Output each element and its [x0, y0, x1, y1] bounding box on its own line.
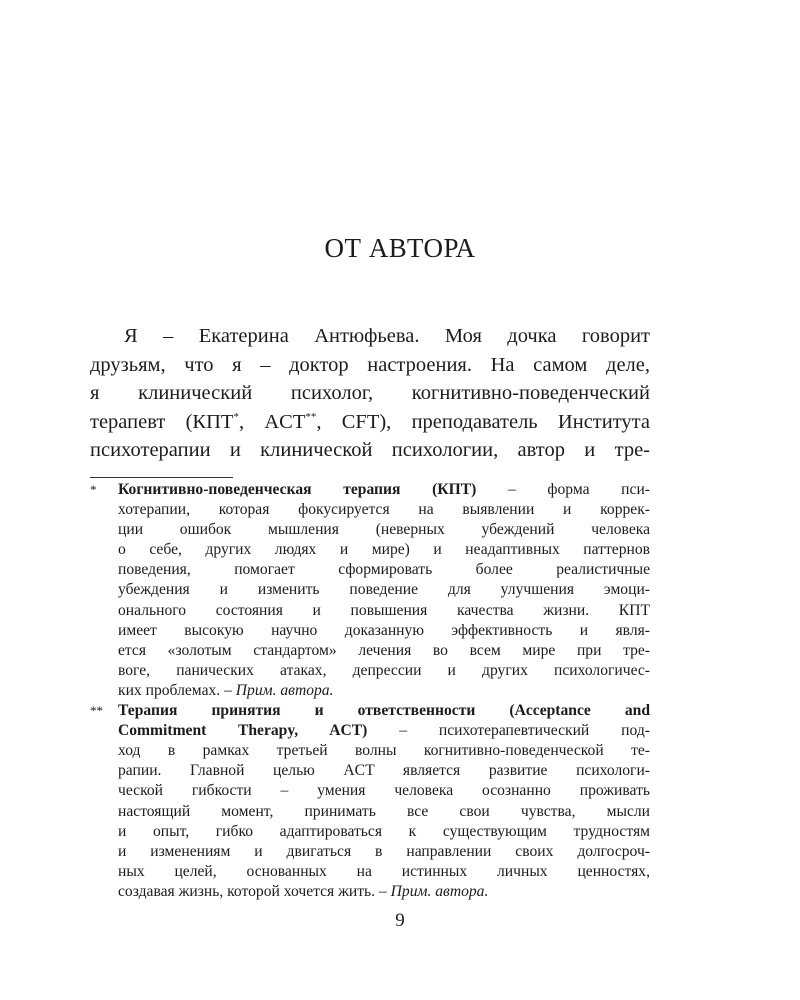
footnote-line: настоящий момент, принимать все свои чувства, мысли [118, 802, 650, 820]
footnote-line [118, 721, 650, 741]
footnote-term: Commitment Therapy, ACT) [118, 722, 368, 740]
chapter-heading: ОТ АВТОРА [324, 233, 476, 263]
footnote-line: ход в рамках третьей волны когнитивно-поведенческой те- [118, 742, 650, 760]
footnote-line: имеет высокую научно доказанную эффективность и явля- [118, 621, 650, 639]
body-text-segment: терапевт (КПТ [90, 410, 234, 433]
footnote-text: – форма пси- [476, 481, 650, 498]
footnote-2 [90, 701, 650, 902]
footnotes [90, 480, 650, 902]
footnote-mark: * [90, 482, 97, 497]
footnote-line [118, 882, 650, 902]
body-paragraph [90, 322, 650, 465]
footnote-separator [90, 477, 233, 478]
footnote-line [118, 480, 650, 500]
footnote-line: и изменениям и двигаться в направлении своих долгосроч- [118, 842, 650, 860]
footnote-mark: ** [90, 703, 103, 719]
footnote-ref-1[interactable]: * [233, 410, 239, 423]
footnote-line: о себе, других людях и мире) и неадаптивных паттернов [118, 541, 650, 559]
author-note: Прим. автора. [390, 882, 489, 900]
footnote-text: – психотерапевтический под- [367, 722, 650, 740]
footnote-line: и опыт, гибко адаптироваться к существующим трудностям [118, 822, 650, 840]
footnote-line: ных целей, основанных на истинных личных ценностях, [118, 862, 650, 880]
footnote-line: онального состояния и повышения качества жизни. КПТ [118, 601, 650, 619]
footnote-line [118, 681, 650, 701]
body-line: Я – Екатерина Антюфьева. Моя дочка говорит [124, 325, 650, 347]
footnote-line: ции ошибок мышления (неверных убеждений человека [118, 521, 650, 539]
footnote-line: убеждения и изменить поведение для улучшения эмоци- [118, 581, 650, 599]
footnote-ref-2[interactable]: ** [305, 410, 317, 423]
footnote-line: рапии. Главной целью ACT является развитие психологи- [118, 762, 650, 780]
footnote-line: поведения, помогает сформировать более реалистичные [118, 561, 650, 579]
footnote-term: Когнитивно-поведенческая терапия (КПТ) [118, 481, 477, 498]
footnote-text: создавая жизнь, которой хочется жить. – [118, 882, 391, 900]
body-text-segment: , CFT), преподаватель Института [316, 410, 650, 433]
page-number: 9 [395, 910, 405, 931]
body-text-segment: , ACT [238, 410, 306, 433]
body-line [90, 408, 650, 437]
body-line: я клинический психолог, когнитивно-поведенческий [90, 382, 650, 404]
footnote-line: воге, панических атаках, депрессии и других психологичес- [118, 661, 650, 679]
footnote-line: ческой гибкости – умения человека осознанно проживать [118, 782, 650, 800]
body-line: друзьям, что я – доктор настроения. На самом деле, [90, 353, 650, 376]
footnote-line: ется «золотым стандартом» лечения во всем мире при тре- [118, 641, 650, 659]
footnote-text: ких проблемах. – [118, 681, 236, 699]
footnote-term: Терапия принятия и ответственности (Acceptance and [118, 702, 650, 720]
body-line: психотерапии и клинической психологии, автор и тре- [90, 439, 650, 461]
author-note: Прим. автора. [235, 681, 334, 699]
footnote-1 [90, 480, 650, 701]
footnote-line: хотерапии, которая фокусируется на выявлении и коррек- [118, 501, 650, 519]
